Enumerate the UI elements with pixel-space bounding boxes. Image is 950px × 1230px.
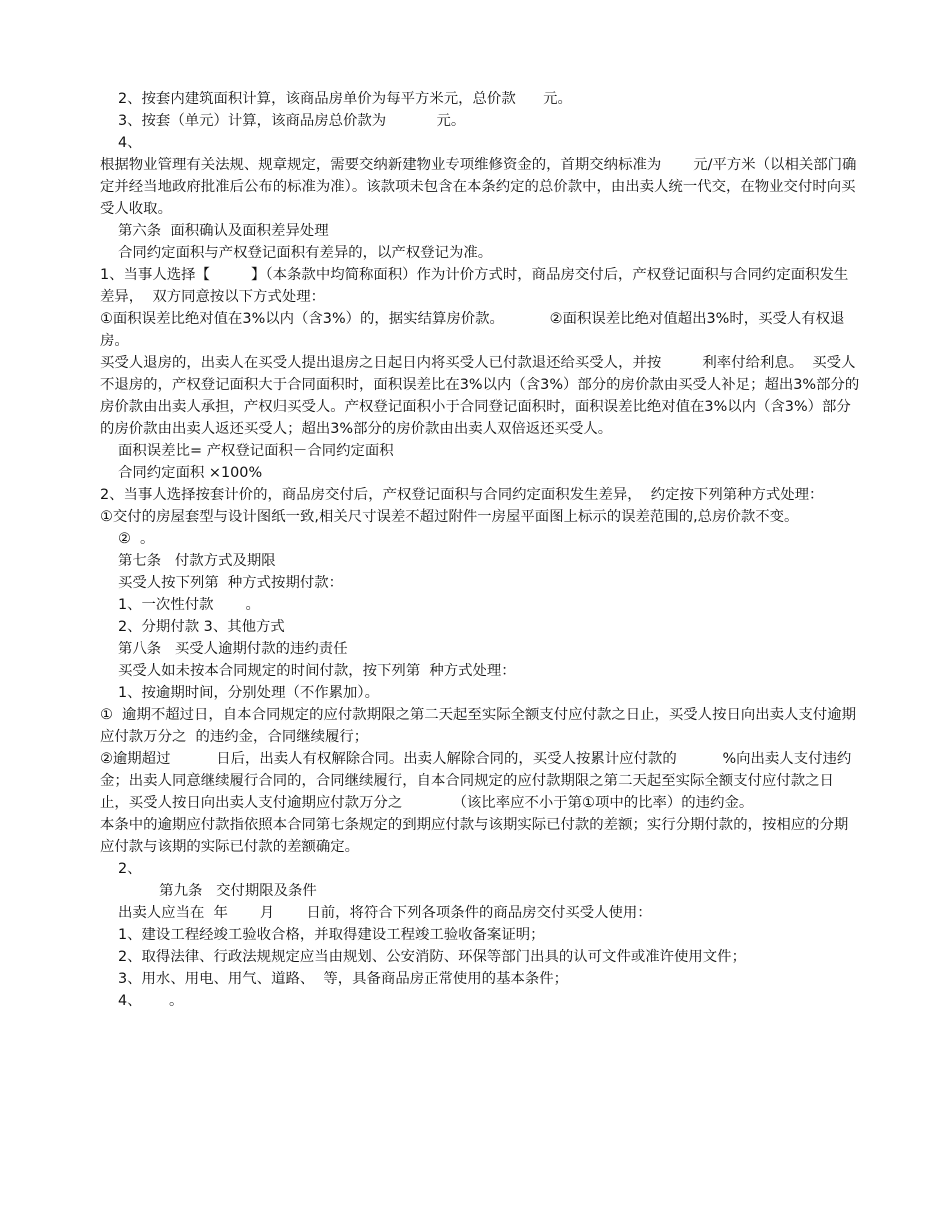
area-error-formula-numerator: 面积误差比= 产权登记面积－合同约定面积: [118, 443, 394, 459]
maintenance-fund-paragraph: 根据物业管理有关法规、规章规定，需要交纳新建物业专项维修资金的，首期交纳标准为 元/平方米（以相关部门确定并经当地政府批准后公布的标准为准）。该款项未包含在本条约定的总价款中，由出卖人统一代交，在物业交付时向买受人收取。: [100, 157, 857, 217]
delivery-condition-1: 1、建设工程经竣工验收合格，并取得建设工程竣工验收备案证明；: [118, 927, 545, 943]
delivery-deadline: 出卖人应当在 年 月 日前，将符合下列各项条件的商品房交付买受人使用：: [118, 905, 652, 921]
delivery-condition-2: 2、取得法律、行政法规规定应当由规划、公安消防、环保等部门出具的认可文件或准许使用文件；: [118, 949, 746, 965]
clause-line-unit-total-price: 3、按套（单元）计算，该商品房总价款为 元。: [118, 113, 466, 129]
set-pricing-option-2: 2、当事人选择按套计价的，商品房交付后，产权登记面积与合同约定面积发生差异， 约定按下列第种方式处理：: [100, 487, 824, 503]
article-7-heading: 第七条 付款方式及期限: [118, 553, 276, 569]
late-payment-definition: 本条中的逾期应付款指依照本合同第七条规定的到期应付款与该期实际已付款的差额；实行分期付款的，按相应的分期应付款与该期的实际已付款的差额确定。: [100, 817, 849, 855]
payment-method-1: 1、一次性付款 。: [118, 597, 260, 613]
delivery-condition-3: 3、用水、用电、用气、道路、 等，具备商品房正常使用的基本条件；: [118, 971, 569, 987]
late-payment-intro: 买受人如未按本合同规定的时间付款，按下列第 种方式处理：: [118, 663, 516, 679]
late-payment-item-2: 2、: [118, 861, 142, 877]
document-body: [100, 88, 860, 1012]
payment-method-intro: 买受人按下列第 种方式按期付款：: [118, 575, 344, 591]
late-payment-clause-1: ① 逾期不超过日，自本合同规定的应付款期限之第二天起至实际全额支付应付款之日止，买受人按日向出卖人支付逾期应付款万分之 的违约金，合同继续履行；: [100, 707, 856, 745]
area-pricing-option-1: 1、当事人选择【 】（本条款中均简称面积）作为计价方式时，商品房交付后，产权登记面积与合同约定面积发生差异， 双方同意按以下方式处理：: [100, 267, 849, 305]
area-error-formula-denominator: 合同约定面积 ×100%: [118, 465, 263, 481]
refund-paragraph: 买受人退房的，出卖人在买受人提出退房之日起日内将买受人已付款退还给买受人，并按 利率付给利息。 买受人不退房的，产权登记面积大于合同面积时，面积误差比在3%以内（含3%）部分的房价款由买受人补足；超出3%部分的房价款由出卖人承担，产权归买受人。产权登记面积小于合同登记面积时，面积误差比绝对值在3%以内（含3%）部分的房价款由出卖人返还买受人；超出3%部分的房价款由出卖人双倍返还买受人。: [100, 355, 860, 437]
article-6-heading: 第六条 面积确认及面积差异处理: [118, 223, 329, 239]
set-pricing-clause-1: ①交付的房屋套型与设计图纸一致,相关尺寸误差不超过附件一房屋平面图上标示的误差范围的,总房价款不变。: [100, 509, 799, 525]
payment-method-2-3: 2、分期付款 3、其他方式: [118, 619, 285, 635]
area-error-within-3-percent: ①面积误差比绝对值在3%以内（含3%）的，据实结算房价款。 ②面积误差比绝对值超出3%时，买受人有权退房。: [100, 311, 845, 349]
clause-line-item-4: 4、: [118, 135, 142, 151]
article-9-heading: 第九条 交付期限及条件: [118, 883, 317, 899]
clause-line-unit-area-price: 2、按套内建筑面积计算，该商品房单价为每平方米元，总价款 元。: [118, 91, 572, 107]
late-payment-clause-2: ②逾期超过 日后，出卖人有权解除合同。出卖人解除合同的，买受人按累计应付款的 %向出卖人支付违约金；出卖人同意继续履行合同的，合同继续履行，自本合同规定的应付款期限之第二天起至实际全额支付应付款之日止，买受人按日向出卖人支付逾期应付款万分之 （该比率应不小于第①项中的比率）的违约金。: [100, 751, 852, 811]
area-difference-rule: 合同约定面积与产权登记面积有差异的，以产权登记为准。: [118, 245, 493, 261]
late-payment-item-1: 1、按逾期时间，分别处理（不作累加）。: [118, 685, 379, 701]
delivery-condition-4: 4、 。: [118, 993, 184, 1009]
article-8-heading: 第八条 买受人逾期付款的违约责任: [118, 641, 348, 657]
set-pricing-clause-2: ② 。: [118, 531, 155, 547]
